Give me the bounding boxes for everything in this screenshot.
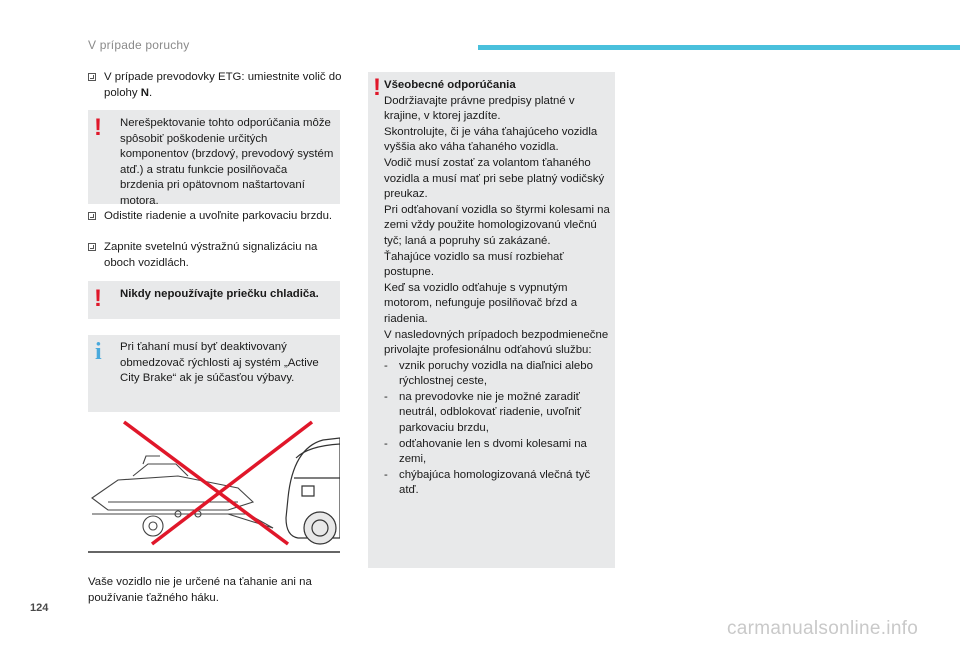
checkbox-bullet-icon [88, 212, 96, 220]
info-active-city-text: Pri ťahaní musí byť deaktivovaný obmedzovač rýchlosti aj systém „Active City Brake“ ak je súčasťou výbavy. [120, 341, 319, 385]
bullet-hazard-text: Zapnite svetelnú výstražnú signalizáciu na oboch vozidlách. [104, 241, 318, 269]
general-recommendations-content [384, 78, 610, 499]
checkbox-bullet-icon [88, 243, 96, 251]
info-box-active-city [88, 335, 340, 412]
watermark: carmanualsonline.info [727, 618, 919, 639]
page-number: 124 [30, 602, 49, 614]
bullet-hazard [88, 240, 343, 271]
bullet-etg [88, 70, 343, 101]
bullet-release [88, 209, 343, 225]
list-item: - odťahovanie len s dvomi kolesami na zemi, [384, 437, 587, 466]
recommendation-paragraph: V nasledovných prípadoch bezpodmienečne privolajte profesionálnu odťahovú službu: [384, 328, 609, 357]
list-item: - chýbajúca homologizovaná vlečná tyč atď. [384, 468, 591, 497]
illustration-caption: Vaše vozidlo nie je určené na ťahanie ani na používanie ťažného háku. [88, 576, 312, 604]
warning-exclamation-icon: ! [373, 74, 381, 101]
gear-position-value: N [140, 86, 149, 99]
recommendation-paragraph: Pri odťahovaní vozidla so štyrmi kolesami na zemi vždy použite homologizovanú vlečnú tyč; laná a popruhy sú zakázané. [384, 203, 610, 247]
warning-box-radiator [88, 281, 340, 319]
recommendation-paragraph: Dodržiavajte právne predpisy platné v krajine, v ktorej jazdíte. [384, 94, 575, 123]
recommendation-paragraph: Vodič musí zostať za volantom ťahaného vozidla a musí mať pri sebe platný vodičský preukaz. [384, 156, 605, 201]
warning-exclamation-icon: ! [94, 285, 102, 312]
checkbox-bullet-icon [88, 73, 96, 81]
no-towing-illustration [88, 418, 340, 558]
recommendations-title: Všeobecné odporúčania [384, 79, 516, 91]
list-item: - vznik poruchy vozidla na diaľnici alebo rýchlostnej ceste, [384, 359, 593, 388]
red-cross-icon [124, 422, 312, 544]
info-i-icon: i [95, 339, 102, 365]
car-rear-drawing [286, 438, 340, 544]
bullet-etg-text: V prípade prevodovky ETG: umiestnite volič do polohy [104, 71, 342, 99]
recommendation-paragraph: Keď sa vozidlo odťahuje s vypnutým motorom, nefunguje posilňovač bŕzd a riadenia. [384, 281, 578, 325]
bullet-release-text: Odistite riadenie a uvoľnite parkovaciu brzdu. [104, 210, 333, 222]
recommendation-paragraph: Skontrolujte, či je váha ťahajúceho vozidla vyššia ako váha ťahaného vozidla. [384, 125, 598, 154]
header-accent-bar [478, 45, 960, 50]
recommendation-paragraph: Ťahajúce vozidlo sa musí rozbiehať postupne. [384, 250, 564, 279]
warning-radiator-text: Nikdy nepoužívajte priečku chladiča. [120, 288, 319, 300]
tow-service-cases-list [384, 359, 610, 499]
list-item: - na prevodovke nie je možné zaradiť neutrál, odblokovať riadenie, uvoľniť parkovaciu brzdu, [384, 390, 582, 435]
warning-gearbox-text: Nerešpektovanie tohto odporúčania môže spôsobiť poškodenie určitých komponentov (brzdový, prevodový systém atď.) a stratu funkcie posilňovača brzdenia pri opätovnom naštartovaní motora. [120, 117, 334, 207]
bullet-etg-end: . [148, 86, 153, 99]
warning-exclamation-icon: ! [94, 114, 102, 141]
warning-box-gearbox [88, 110, 340, 207]
jet-ski-trailer-drawing [92, 456, 273, 536]
section-title: V prípade poruchy [88, 38, 190, 52]
general-recommendations-box [368, 72, 615, 568]
